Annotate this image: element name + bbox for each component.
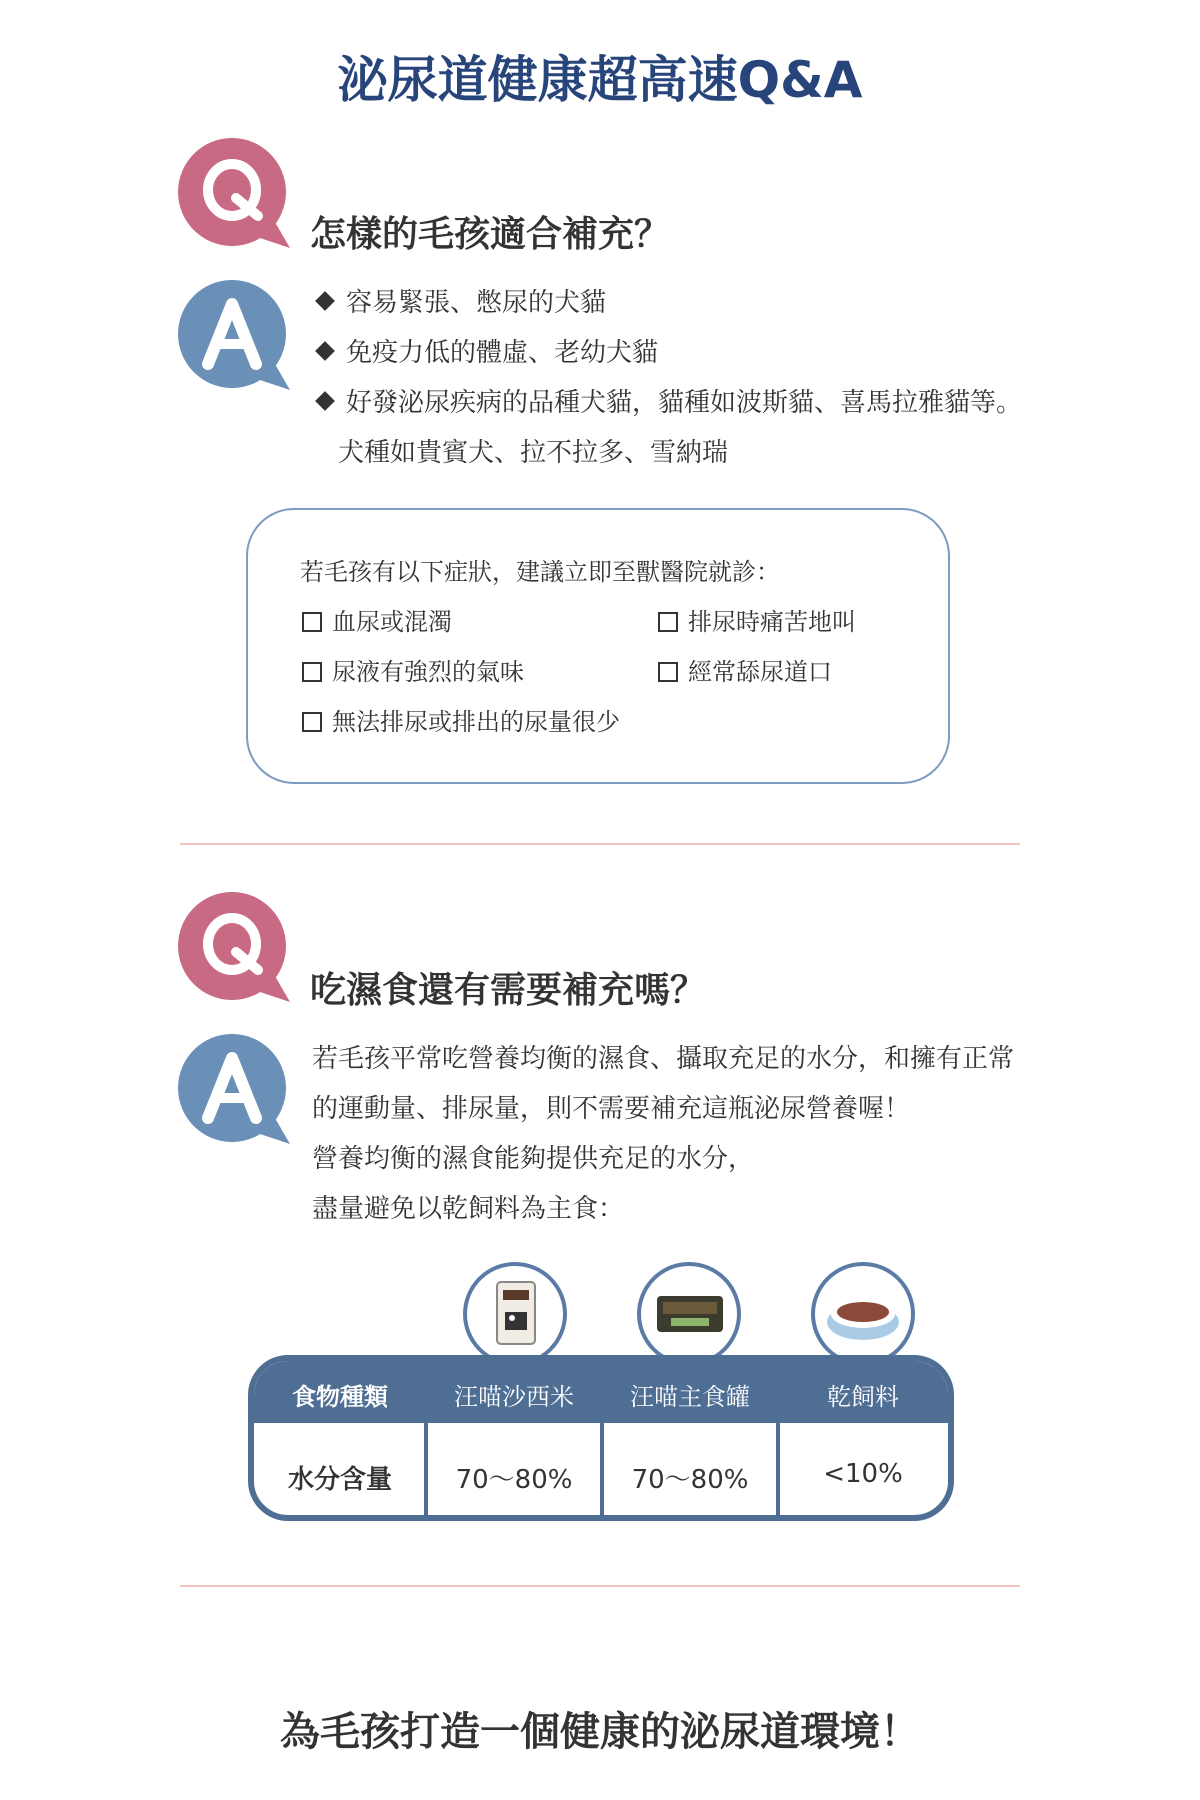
answer-2-line: 若毛孩平常吃營養均衡的濕食、攝取充足的水分，和擁有正常 <box>312 1044 1015 1074</box>
symptom-label: 血尿或混濁 <box>332 608 452 636</box>
value-cell: 70～80% <box>631 1465 749 1495</box>
symptom-label: 尿液有強烈的氣味 <box>332 658 524 686</box>
section-divider <box>180 1585 1020 1587</box>
header-cell: 汪喵主食罐 <box>630 1383 750 1411</box>
section-divider <box>180 843 1020 845</box>
symptom-item <box>658 602 856 637</box>
value-cell: <10% <box>823 1459 903 1489</box>
bullet-text: 好發泌尿疾病的品種犬貓，貓種如波斯貓、喜馬拉雅貓等。 <box>346 388 1023 418</box>
dry-food-bowl-image <box>811 1262 915 1366</box>
q-bubble-icon <box>178 892 294 1008</box>
symptom-item <box>302 602 452 637</box>
symptom-label: 經常舔尿道口 <box>688 658 832 686</box>
canned-food-image <box>637 1262 741 1366</box>
answer-2-line: 的運動量、排尿量，則不需要補充這瓶泌尿營養喔！ <box>312 1094 911 1124</box>
symptom-label: 排尿時痛苦地叫 <box>688 608 856 636</box>
answer-2-line: 營養均衡的濕食能夠提供充足的水分， <box>312 1144 755 1174</box>
a-bubble-icon <box>178 1034 294 1150</box>
value-cell: 70～80% <box>455 1465 573 1495</box>
a-bubble-icon <box>178 280 294 396</box>
checkbox-icon <box>302 712 322 732</box>
symptom-label: 無法排尿或排出的尿量很少 <box>332 708 620 736</box>
footer-slogan: 為毛孩打造一個健康的泌尿道環境！ <box>280 1709 920 1755</box>
checkbox-icon <box>302 662 322 682</box>
header-cell: 食物種類 <box>292 1383 388 1411</box>
bullet-text: 免疫力低的體虛、老幼犬貓 <box>346 338 659 368</box>
question-1: 怎樣的毛孩適合補充？ <box>310 214 671 255</box>
bullet-text: 容易緊張、憋尿的犬貓 <box>346 288 607 318</box>
row-label-cell: 水分含量 <box>287 1465 392 1495</box>
page-title: 泌尿道健康超高速Q&A <box>337 51 863 109</box>
symptom-item <box>658 652 832 687</box>
checkbox-icon <box>302 612 322 632</box>
diamond-bullet-icon <box>315 341 335 361</box>
symptoms-heading: 若毛孩有以下症狀，建議立即至獸醫院就診： <box>300 558 780 586</box>
sashimi-pack-image <box>463 1262 567 1366</box>
diamond-bullet-icon <box>315 391 335 411</box>
checkbox-icon <box>658 662 678 682</box>
checkbox-icon <box>658 612 678 632</box>
answer-1-bullet <box>314 332 658 369</box>
header-cell: 汪喵沙西米 <box>454 1383 574 1411</box>
answer-1-bullet <box>314 282 606 319</box>
header-cell: 乾飼料 <box>827 1383 899 1411</box>
answer-1-bullet <box>314 382 1022 419</box>
question-2: 吃濕食還有需要補充嗎？ <box>310 970 707 1011</box>
answer-1-continuation: 犬種如貴賓犬、拉不拉多、雪納瑞 <box>338 438 729 468</box>
symptom-item <box>302 652 524 687</box>
symptoms-box <box>246 508 950 784</box>
answer-2-line: 盡量避免以乾飼料為主食： <box>312 1194 625 1224</box>
q-bubble-icon <box>178 138 294 254</box>
water-content-table <box>248 1355 954 1521</box>
symptom-item <box>302 702 620 737</box>
diamond-bullet-icon <box>315 291 335 311</box>
